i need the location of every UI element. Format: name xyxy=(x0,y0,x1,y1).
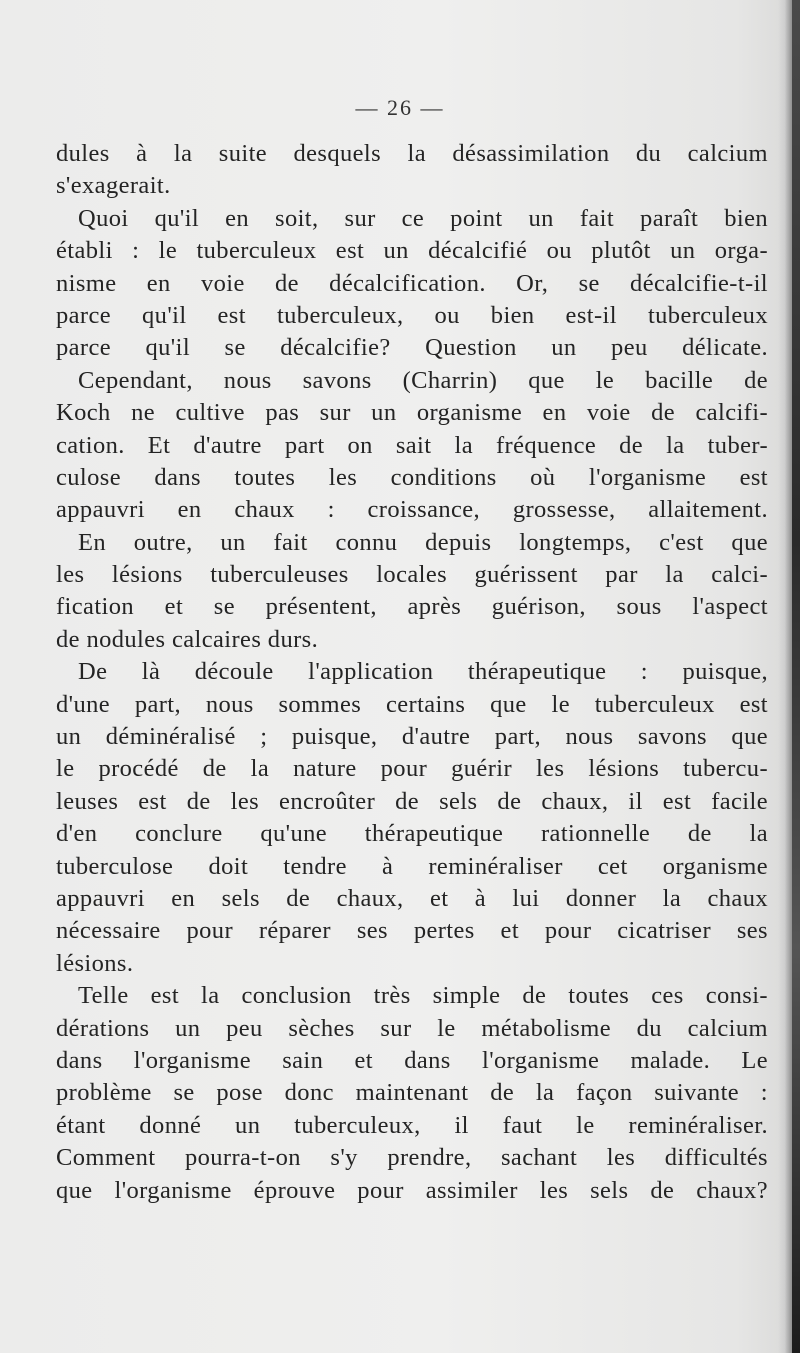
text-line: le procédé de la nature pour guérir les lésions tubercu- xyxy=(56,755,768,783)
text-line: dules à la suite desquels la désassimilation du calcium xyxy=(56,140,768,167)
text-line: tuberculose doit tendre à reminéraliser cet organisme xyxy=(56,852,768,880)
text-line: dans l'organisme sain et dans l'organisme malade. Le xyxy=(56,1046,768,1074)
text-line: parce qu'il se décalcifie? Question un peu délicate. xyxy=(56,334,768,362)
text-line: Cependant, nous savons (Charrin) que le bacille de xyxy=(78,366,768,394)
text-line: d'en conclure qu'une thérapeutique rationnelle de la xyxy=(56,820,768,848)
text-line: problème se pose donc maintenant de la façon suivante : xyxy=(56,1079,768,1107)
text-line: Telle est la conclusion très simple de toutes ces consi- xyxy=(78,982,768,1010)
text-line: De là découle l'application thérapeutique : puisque, xyxy=(78,658,768,686)
text-line: culose dans toutes les conditions où l'organisme est xyxy=(56,463,768,491)
text-line: un déminéralisé ; puisque, d'autre part, nous savons que xyxy=(56,723,768,751)
text-line: leuses est de les encroûter de sels de chaux, il est facile xyxy=(56,787,768,815)
text-line: Koch ne cultive pas sur un organisme en voie de calcifi- xyxy=(56,399,768,427)
text-line: nisme en voie de décalcification. Or, se décalcifie-t-il xyxy=(56,269,768,297)
text-line: établi : le tuberculeux est un décalcifié ou plutôt un orga- xyxy=(56,237,768,265)
body-text xyxy=(56,138,768,1207)
page-number: — 26 — xyxy=(355,95,445,120)
text-line: Comment pourra-t-on s'y prendre, sachant les difficultés xyxy=(56,1144,768,1172)
text-line: fication et se présentent, après guérison, sous l'aspect xyxy=(56,593,768,621)
text-line: s'exagerait. xyxy=(56,172,171,200)
text-line: Quoi qu'il en soit, sur ce point un fait paraît bien xyxy=(78,204,768,232)
text-line: dérations un peu sèches sur le métabolisme du calcium xyxy=(56,1014,768,1042)
text-line: cation. Et d'autre part on sait la fréquence de la tuber- xyxy=(56,431,768,459)
text-line: nécessaire pour réparer ses pertes et pour cicatriser ses xyxy=(56,917,768,945)
text-line: lésions. xyxy=(56,949,134,977)
text-line: que l'organisme éprouve pour assimiler les sels de chaux? xyxy=(56,1176,768,1204)
text-line: de nodules calcaires durs. xyxy=(56,625,319,653)
text-line: appauvri en chaux : croissance, grossesse, allaitement. xyxy=(56,496,768,524)
text-line: appauvri en sels de chaux, et à lui donner la chaux xyxy=(56,884,768,912)
page-binding-edge xyxy=(792,0,800,1353)
text-line: En outre, un fait connu depuis longtemps, c'est que xyxy=(78,528,768,556)
text-line: étant donné un tuberculeux, il faut le reminéraliser. xyxy=(56,1111,768,1139)
text-line: d'une part, nous sommes certains que le tuberculeux est xyxy=(56,690,768,718)
text-line: parce qu'il est tuberculeux, ou bien est-il tuberculeux xyxy=(56,301,768,329)
text-line: les lésions tuberculeuses locales guérissent par la calci- xyxy=(56,561,768,589)
